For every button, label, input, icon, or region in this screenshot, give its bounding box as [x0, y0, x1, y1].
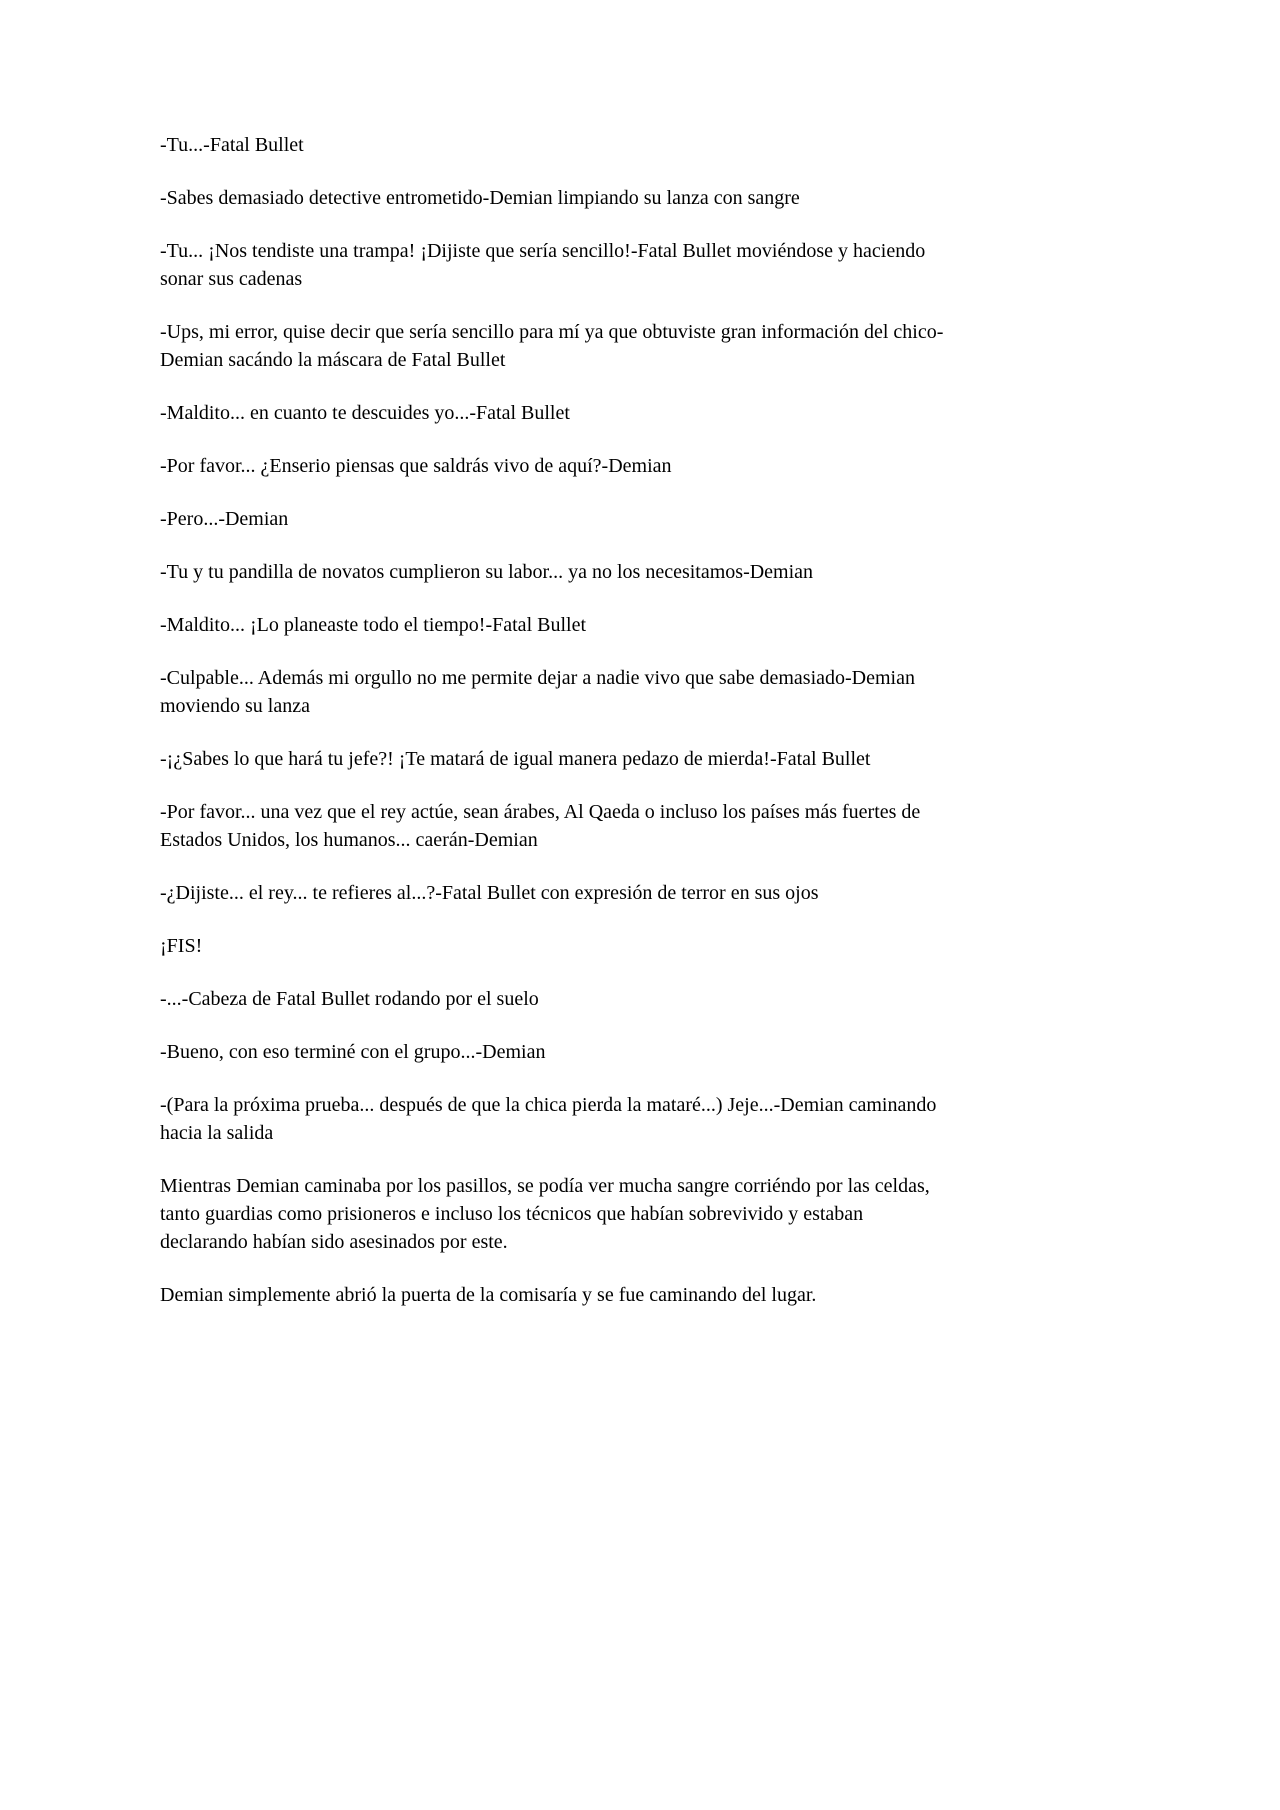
paragraph: -Ups, mi error, quise decir que sería sencillo para mí ya que obtuviste gran información del chico-Demian sacándo la máscara de Fatal Bullet [160, 321, 944, 371]
paragraph: -Culpable... Además mi orgullo no me permite dejar a nadie vivo que sabe demasiado-Demian moviendo su lanza [160, 667, 915, 717]
paragraph: -Tu...-Fatal Bullet [160, 134, 304, 156]
paragraph: -Tu... ¡Nos tendiste una trampa! ¡Dijiste que sería sencillo!-Fatal Bullet moviéndose y haciendo sonar sus cadenas [160, 240, 926, 290]
paragraph: -Pero...-Demian [160, 508, 289, 530]
paragraph: -¿Dijiste... el rey... te refieres al...?-Fatal Bullet con expresión de terror en sus ojos [160, 882, 819, 904]
paragraph: -Por favor... una vez que el rey actúe, sean árabes, Al Qaeda o incluso los países más fuertes de Estados Unidos, los humanos... caerán-Demian [160, 801, 921, 851]
paragraph: -(Para la próxima prueba... después de que la chica pierda la mataré...) Jeje...-Demian caminando hacia la salida [160, 1094, 937, 1144]
document-body [160, 131, 950, 1334]
paragraph: -Tu y tu pandilla de novatos cumplieron su labor... ya no los necesitamos-Demian [160, 561, 814, 583]
paragraph: ¡FIS! [160, 935, 203, 957]
paragraph: -Maldito... ¡Lo planeaste todo el tiempo!-Fatal Bullet [160, 614, 587, 636]
paragraph: -Bueno, con eso terminé con el grupo...-Demian [160, 1041, 546, 1063]
paragraph: -...-Cabeza de Fatal Bullet rodando por el suelo [160, 988, 539, 1010]
paragraph: Mientras Demian caminaba por los pasillos, se podía ver mucha sangre corriéndo por las celdas, tanto guardias como prisioneros e incluso los técnicos que habían sobrevivido y estaban declarando habían sido asesinados por este. [160, 1175, 930, 1253]
paragraph: -¡¿Sabes lo que hará tu jefe?! ¡Te matará de igual manera pedazo de mierda!-Fatal Bullet [160, 748, 871, 770]
paragraph: -Sabes demasiado detective entrometido-Demian limpiando su lanza con sangre [160, 187, 800, 209]
paragraph: Demian simplemente abrió la puerta de la comisaría y se fue caminando del lugar. [160, 1284, 817, 1306]
paragraph: -Por favor... ¿Enserio piensas que saldrás vivo de aquí?-Demian [160, 455, 672, 477]
paragraph: -Maldito... en cuanto te descuides yo...-Fatal Bullet [160, 402, 570, 424]
